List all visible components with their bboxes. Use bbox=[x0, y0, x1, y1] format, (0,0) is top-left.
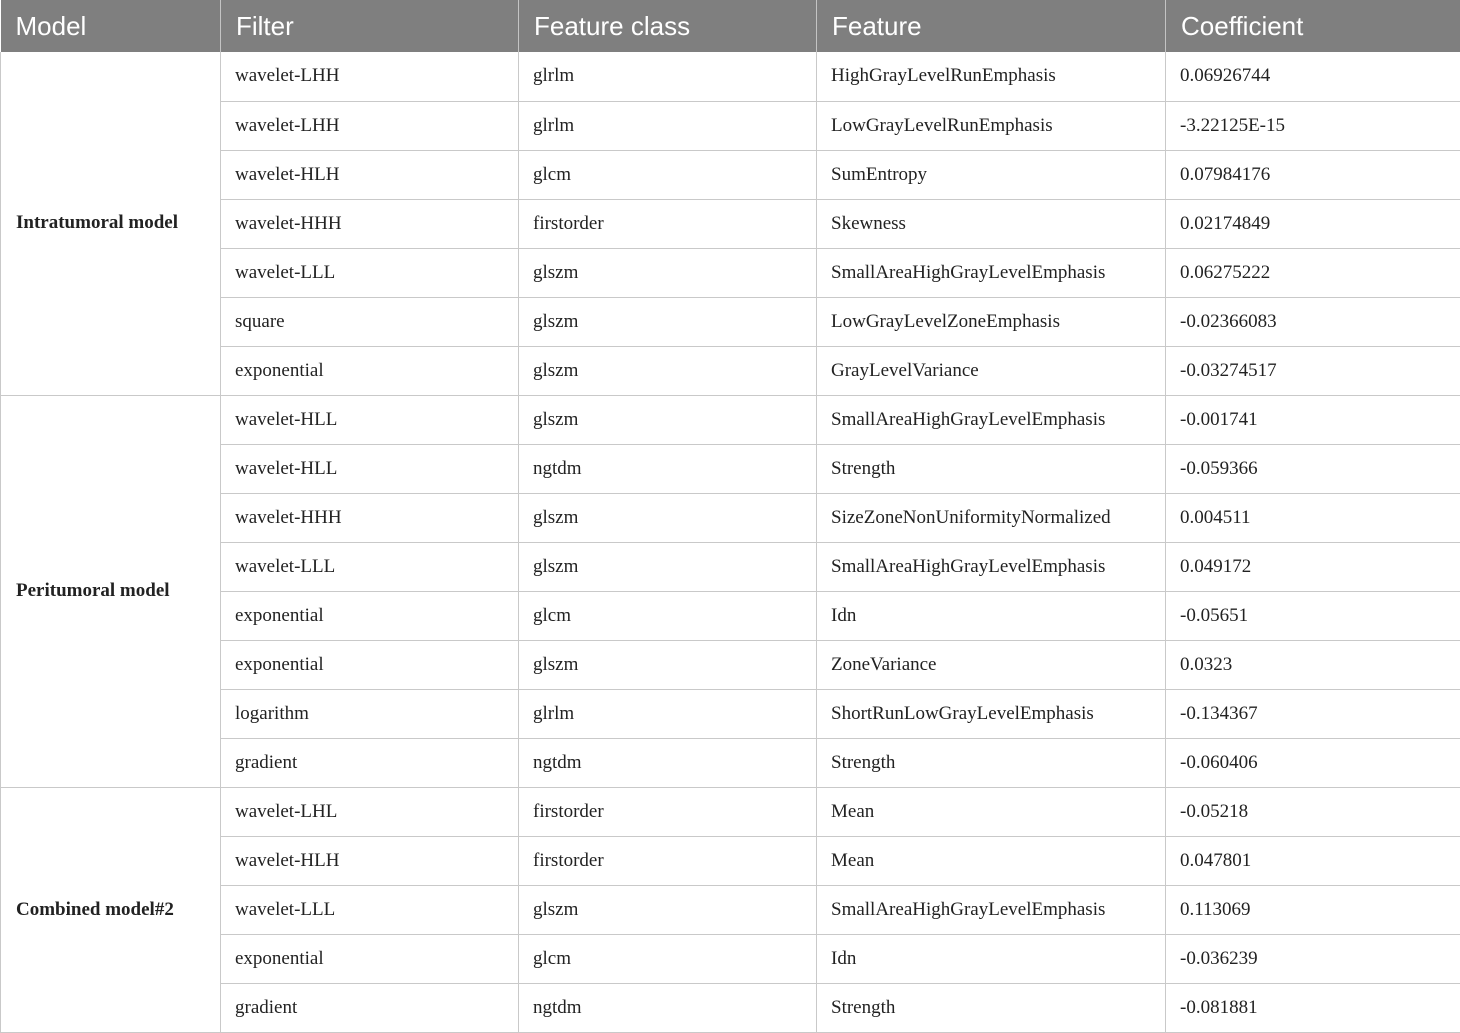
coefficient-cell: 0.047801 bbox=[1166, 836, 1460, 885]
feature-class-cell: glszm bbox=[519, 346, 817, 395]
feature-class-cell: glcm bbox=[519, 934, 817, 983]
filter-cell: wavelet-HHH bbox=[221, 199, 519, 248]
header-feature-class: Feature class bbox=[519, 0, 817, 52]
coefficient-cell: 0.049172 bbox=[1166, 542, 1460, 591]
feature-class-cell: glszm bbox=[519, 248, 817, 297]
table-row bbox=[1, 395, 1460, 444]
coefficient-cell: -0.036239 bbox=[1166, 934, 1460, 983]
filter-cell: wavelet-HLL bbox=[221, 395, 519, 444]
feature-cell: SumEntropy bbox=[817, 150, 1166, 199]
coefficient-cell: 0.06926744 bbox=[1166, 52, 1460, 101]
model-cell: Intratumoral model bbox=[1, 52, 221, 395]
feature-class-cell: glszm bbox=[519, 395, 817, 444]
feature-cell: Idn bbox=[817, 934, 1166, 983]
coefficient-cell: -0.05651 bbox=[1166, 591, 1460, 640]
filter-cell: wavelet-LHL bbox=[221, 787, 519, 836]
feature-cell: LowGrayLevelRunEmphasis bbox=[817, 101, 1166, 150]
table-body bbox=[1, 52, 1460, 1032]
filter-cell: wavelet-LHH bbox=[221, 101, 519, 150]
feature-class-cell: ngtdm bbox=[519, 444, 817, 493]
filter-cell: exponential bbox=[221, 640, 519, 689]
filter-cell: wavelet-HLH bbox=[221, 150, 519, 199]
feature-class-cell: ngtdm bbox=[519, 983, 817, 1032]
feature-class-cell: firstorder bbox=[519, 787, 817, 836]
coefficient-cell: 0.07984176 bbox=[1166, 150, 1460, 199]
feature-cell: SmallAreaHighGrayLevelEmphasis bbox=[817, 542, 1166, 591]
header-feature: Feature bbox=[817, 0, 1166, 52]
filter-cell: wavelet-LLL bbox=[221, 248, 519, 297]
feature-class-cell: glrlm bbox=[519, 52, 817, 101]
feature-cell: LowGrayLevelZoneEmphasis bbox=[817, 297, 1166, 346]
feature-class-cell: glszm bbox=[519, 640, 817, 689]
filter-cell: gradient bbox=[221, 983, 519, 1032]
model-cell: Combined model#2 bbox=[1, 787, 221, 1032]
coefficient-cell: 0.06275222 bbox=[1166, 248, 1460, 297]
feature-cell: Strength bbox=[817, 444, 1166, 493]
feature-class-cell: glrlm bbox=[519, 101, 817, 150]
feature-cell: SmallAreaHighGrayLevelEmphasis bbox=[817, 248, 1166, 297]
feature-class-cell: glszm bbox=[519, 297, 817, 346]
feature-class-cell: firstorder bbox=[519, 199, 817, 248]
feature-class-cell: glszm bbox=[519, 885, 817, 934]
feature-cell: HighGrayLevelRunEmphasis bbox=[817, 52, 1166, 101]
filter-cell: square bbox=[221, 297, 519, 346]
filter-cell: wavelet-HHH bbox=[221, 493, 519, 542]
table-row bbox=[1, 787, 1460, 836]
feature-class-cell: glcm bbox=[519, 150, 817, 199]
feature-cell: SmallAreaHighGrayLevelEmphasis bbox=[817, 885, 1166, 934]
filter-cell: exponential bbox=[221, 591, 519, 640]
feature-cell: Strength bbox=[817, 738, 1166, 787]
feature-cell: Mean bbox=[817, 787, 1166, 836]
coefficient-cell: 0.02174849 bbox=[1166, 199, 1460, 248]
filter-cell: wavelet-LLL bbox=[221, 542, 519, 591]
feature-cell: Strength bbox=[817, 983, 1166, 1032]
filter-cell: logarithm bbox=[221, 689, 519, 738]
header-filter: Filter bbox=[221, 0, 519, 52]
feature-class-cell: glszm bbox=[519, 493, 817, 542]
coefficient-cell: -0.05218 bbox=[1166, 787, 1460, 836]
table-row bbox=[1, 52, 1460, 101]
coefficient-cell: -0.02366083 bbox=[1166, 297, 1460, 346]
model-cell: Peritumoral model bbox=[1, 395, 221, 787]
feature-cell: GrayLevelVariance bbox=[817, 346, 1166, 395]
feature-class-cell: glcm bbox=[519, 591, 817, 640]
coefficient-cell: 0.004511 bbox=[1166, 493, 1460, 542]
feature-cell: ZoneVariance bbox=[817, 640, 1166, 689]
coefficient-cell: -0.001741 bbox=[1166, 395, 1460, 444]
filter-cell: wavelet-HLH bbox=[221, 836, 519, 885]
feature-cell: SmallAreaHighGrayLevelEmphasis bbox=[817, 395, 1166, 444]
feature-class-cell: firstorder bbox=[519, 836, 817, 885]
coefficient-cell: 0.0323 bbox=[1166, 640, 1460, 689]
coefficient-cell: -3.22125E-15 bbox=[1166, 101, 1460, 150]
feature-cell: Skewness bbox=[817, 199, 1166, 248]
feature-class-cell: ngtdm bbox=[519, 738, 817, 787]
feature-cell: SizeZoneNonUniformityNormalized bbox=[817, 493, 1166, 542]
coefficient-cell: -0.081881 bbox=[1166, 983, 1460, 1032]
coefficient-cell: 0.113069 bbox=[1166, 885, 1460, 934]
filter-cell: exponential bbox=[221, 346, 519, 395]
coefficient-cell: -0.134367 bbox=[1166, 689, 1460, 738]
feature-class-cell: glszm bbox=[519, 542, 817, 591]
coefficient-cell: -0.059366 bbox=[1166, 444, 1460, 493]
filter-cell: gradient bbox=[221, 738, 519, 787]
filter-cell: wavelet-LHH bbox=[221, 52, 519, 101]
feature-class-cell: glrlm bbox=[519, 689, 817, 738]
feature-cell: Idn bbox=[817, 591, 1166, 640]
feature-cell: Mean bbox=[817, 836, 1166, 885]
header-row bbox=[1, 0, 1460, 52]
coefficient-cell: -0.060406 bbox=[1166, 738, 1460, 787]
coefficient-cell: -0.03274517 bbox=[1166, 346, 1460, 395]
filter-cell: wavelet-HLL bbox=[221, 444, 519, 493]
feature-cell: ShortRunLowGrayLevelEmphasis bbox=[817, 689, 1166, 738]
filter-cell: exponential bbox=[221, 934, 519, 983]
filter-cell: wavelet-LLL bbox=[221, 885, 519, 934]
header-model: Model bbox=[1, 0, 221, 52]
table-header bbox=[1, 0, 1460, 52]
header-coefficient: Coefficient bbox=[1166, 0, 1460, 52]
